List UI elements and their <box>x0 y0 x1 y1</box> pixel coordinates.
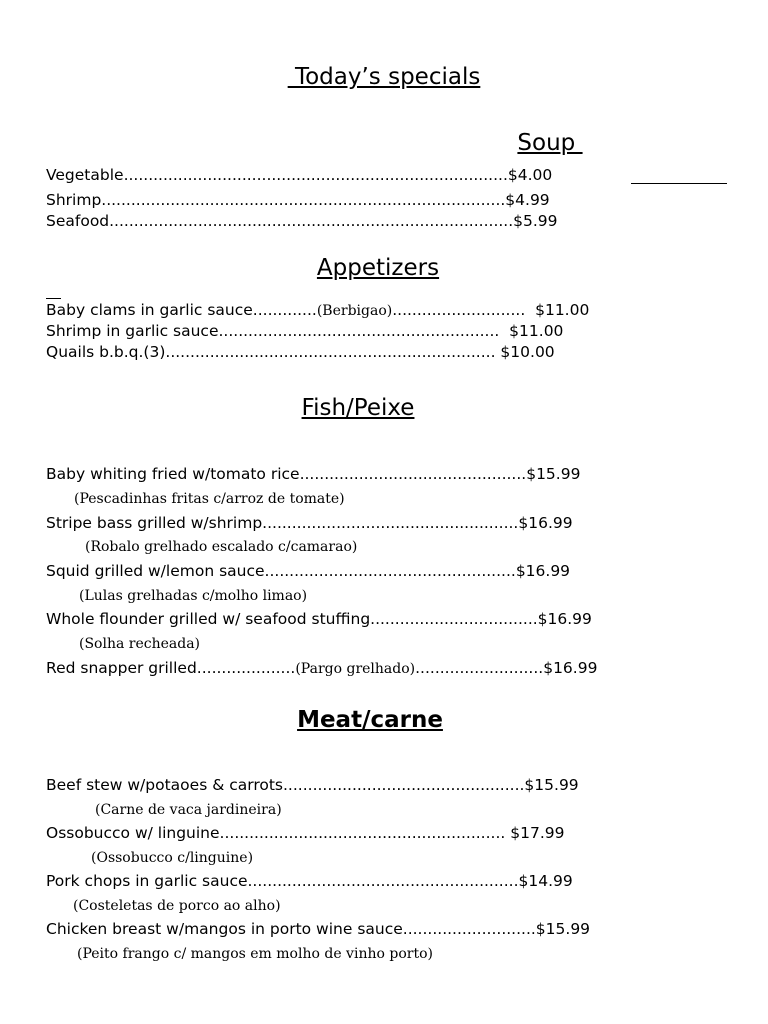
menu-item-ossobucco: Ossobucco w/ linguine.......................................................... $17.99 <box>46 824 565 842</box>
menu-item-stripe-bass: Stripe bass grilled w/shrimp....................................................$16.99 <box>46 514 573 532</box>
menu-item-whole-flounder: Whole flounder grilled w/ seafood stuffing..................................$16.99 <box>46 610 592 628</box>
page-title: Today’s specials <box>287 64 481 90</box>
menu-item-shrimp-soup: Shrimp..................................................................................$4.99 <box>46 191 550 209</box>
menu-item-seafood-soup: Seafood..................................................................................$5.99 <box>46 212 558 230</box>
menu-item-translation: (Lulas grelhadas c/molho limao) <box>79 588 308 604</box>
menu-item-red-snapper: Red snapper grilled....................(Pargo grelhado)..........................$16.99 <box>46 659 598 677</box>
small-rule <box>46 298 61 299</box>
menu-item-vegetable-soup: Vegetable..............................................................................$4.00 <box>46 166 553 184</box>
menu-item-translation: (Carne de vaca jardineira) <box>95 802 282 818</box>
menu-item-pork-chops: Pork chops in garlic sauce.......................................................$14.99 <box>46 872 573 890</box>
meat-heading: Meat/carne <box>297 707 443 733</box>
underline-rule <box>631 183 727 184</box>
menu-item-translation: (Robalo grelhado escalado c/camarao) <box>85 539 358 555</box>
menu-item-beef-stew: Beef stew w/potaoes & carrots.................................................$15.99 <box>46 776 579 794</box>
appetizers-heading: Appetizers <box>316 255 440 281</box>
menu-item-chicken-breast: Chicken breast w/mangos in porto wine sauce...........................$15.99 <box>46 920 591 938</box>
menu-item-baby-whiting: Baby whiting fried w/tomato rice..............................................$15.99 <box>46 465 581 483</box>
menu-item-shrimp-garlic: Shrimp in garlic sauce......................................................... $11.00 <box>46 322 564 340</box>
menu-item-baby-clams: Baby clams in garlic sauce.............(Berbigao)........................... $11.00 <box>46 301 590 319</box>
menu-item-translation: (Costeletas de porco ao alho) <box>73 898 281 914</box>
menu-item-translation: (Ossobucco c/linguine) <box>91 850 254 866</box>
menu-item-translation: (Peito frango c/ mangos em molho de vinho porto) <box>77 946 433 962</box>
soup-heading: Soup <box>517 130 583 156</box>
menu-item-translation: (Solha recheada) <box>79 636 201 652</box>
fish-heading: Fish/Peixe <box>301 395 415 421</box>
menu-item-translation: (Pescadinhas fritas c/arroz de tomate) <box>74 491 345 507</box>
menu-item-quails: Quails b.b.q.(3)................................................................... $10.00 <box>46 343 555 361</box>
menu-item-squid: Squid grilled w/lemon sauce...................................................$16.99 <box>46 562 571 580</box>
